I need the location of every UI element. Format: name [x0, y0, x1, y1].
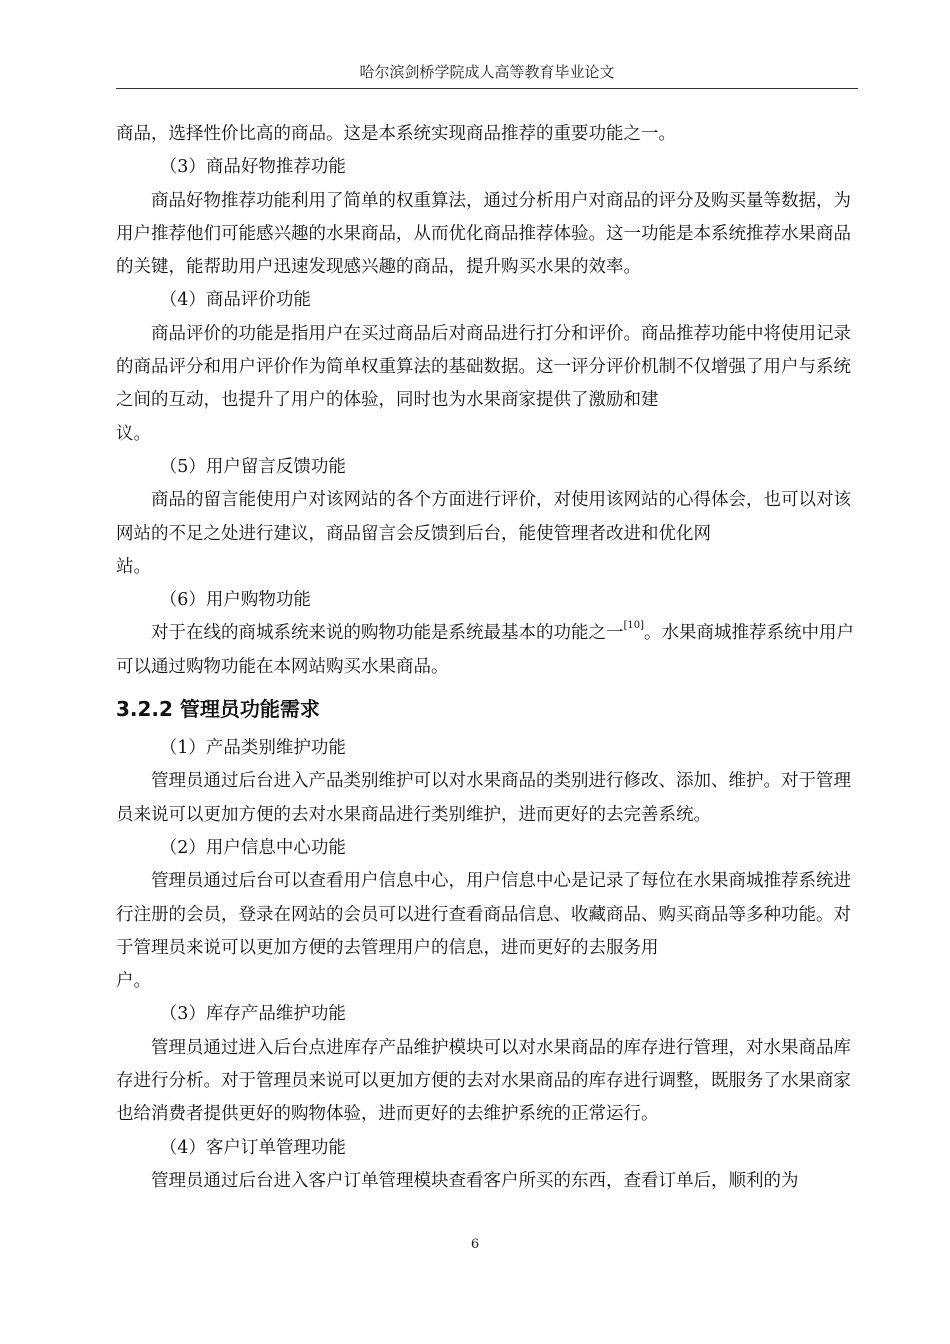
paragraph: 商品好物推荐功能利用了简单的权重算法，通过分析用户对商品的评分及购买量等数据，为用户推荐他们可能感兴趣的水果商品，从而优化商品推荐体验。这一功能是本系统推荐水果商品的关键，能帮助用户迅速发现感兴趣的商品，提升购买水果的效率。 — [116, 190, 851, 278]
paragraph: 管理员通过后台进入客户订单管理模块查看客户所买的东西，查看订单后，顺利的为 — [151, 1170, 799, 1191]
list-heading: （1）产品类别维护功能 — [159, 738, 346, 759]
page-number: 6 — [470, 1237, 480, 1252]
list-heading: （2）用户信息中心功能 — [159, 837, 346, 858]
paragraph: 管理员通过后台进入产品类别维护可以对水果商品的类别进行修改、添加、维护。对于管理员来说可以更加方便的去对水果商品进行类别维护，进而更好的去完善系统。 — [116, 771, 851, 825]
section-title: 管理员功能需求 — [179, 697, 320, 722]
list-heading: （4）客户订单管理功能 — [159, 1137, 346, 1158]
list-heading: （4）商品评价功能 — [159, 290, 311, 311]
paragraph: 商品，选择性价比高的商品。这是本系统实现商品推荐的重要功能之一。 — [116, 124, 676, 144]
citation-ref: [10] — [623, 620, 645, 632]
paragraph: 管理员通过进入后台点进库存产品维护模块可以对水果商品的库存进行管理，对水果商品库存进行分析。对于管理员来说可以更加方便的去对水果商品的库存进行调整，既服务了水果商家也给消费者提供更好的购物体验，进而更好的去维护系统的正常运行。 — [116, 1037, 851, 1125]
paragraph: 商品的留言能使用户对该网站的各个方面进行评价，对使用该网站的心得体会，也可以对该网站的不足之处进行建议，商品留言会反馈到后台，能使管理者改进和优化网 — [116, 490, 851, 544]
document-body — [116, 118, 858, 1198]
paragraph: 商品评价的功能是指用户在买过商品后对商品进行打分和评价。商品推荐功能中将使用记录的商品评分和用户评价作为简单权重算法的基础数据。这一评分评价机制不仅增强了用户与系统之间的互动，也提升了用户的体验，同时也为水果商家提供了激励和建 — [116, 323, 851, 411]
paragraph-with-citation — [116, 617, 858, 684]
section-heading — [116, 692, 858, 726]
list-heading: （6）用户购物功能 — [159, 590, 311, 611]
page-header: 哈尔滨剑桥学院成人高等教育毕业论文 — [116, 62, 858, 89]
paragraph-continuation: 户。 — [116, 971, 151, 992]
paragraph-text: 对于在线的商城系统来说的购物功能是系统最基本的功能之一 — [151, 623, 624, 644]
list-heading: （3）库存产品维护功能 — [159, 1004, 346, 1025]
paragraph: 管理员通过后台可以查看用户信息中心，用户信息中心是记录了每位在水果商城推荐系统进行注册的会员，登录在网站的会员可以进行查看商品信息、收藏商品、购买商品等多种功能。对于管理员来说可以更加方便的去管理用户的信息，进而更好的去服务用 — [116, 871, 851, 958]
paragraph-continuation: 议。 — [116, 423, 151, 444]
paragraph-text: 。水果商城推荐系统中用户可以通过购物功能在本网站购买水果商品。 — [116, 623, 855, 677]
list-heading: （3）商品好物推荐功能 — [159, 157, 346, 178]
paragraph-continuation: 站。 — [116, 556, 151, 577]
list-heading: （5）用户留言反馈功能 — [159, 456, 346, 477]
section-number: 3.2.2 — [116, 697, 173, 722]
